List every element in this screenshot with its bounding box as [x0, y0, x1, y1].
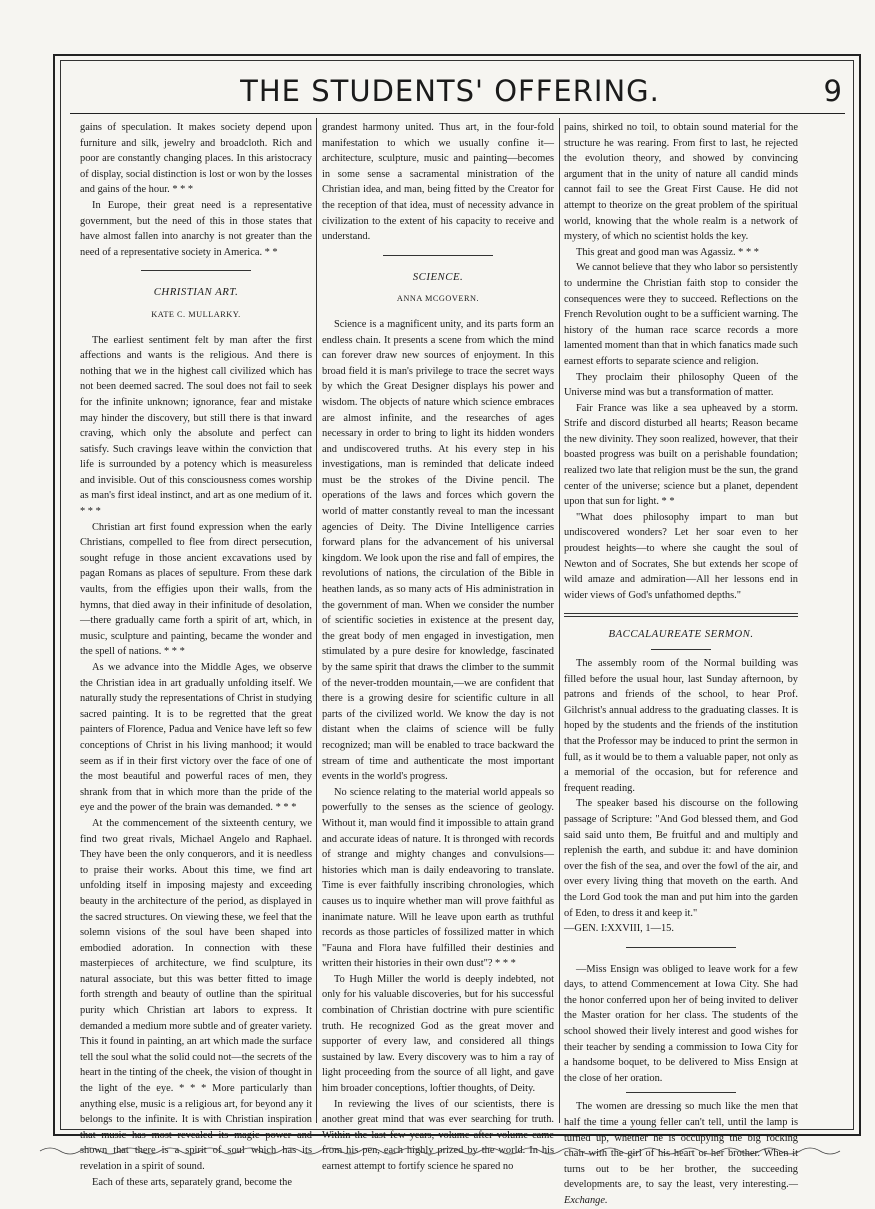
article-title-baccalaureate-sermon: BACCALAUREATE SERMON. — [608, 628, 754, 641]
paragraph: grandest harmony united. Thus art, in the four-fold manifestation to which we usually confine it—architecture, sculpture, music and painting—becomes in some sense a sacramental ministration of the Christian idea, and man, being fitted by the Creator for the reception of that idea, must of necessity advance in civilization to the extent of his capacity to receive and understand. — [322, 122, 554, 243]
page-number: 9 — [823, 74, 842, 108]
article-title-christian-art: CHRISTIAN ART. — [153, 286, 239, 299]
paragraph: We cannot believe that they who labor so persistently to undermine the Christian faith stop to consider the consequences were they to succeed. Reflections on the French Revolution ought to be a sufficient warning. The history of the human race scarce records a more lamented moment than that in which fanatics made such earnest efforts to separate science and religion. — [564, 262, 798, 367]
paragraph: Each of these arts, separately grand, become the — [92, 1176, 292, 1188]
paragraph: As we advance into the Middle Ages, we observe the Christian idea in art gradually unfolding itself. We naturally study the representations of Christ in studying sacred painting. It is to be regretted that the great painters of Florence, Padua and Venice have left so few conceptions of Christ in his living manhood; it would seem as if in their first victory over the face of one of the most beautiful and powerful races of men, they shrank from that in which more than the pride of the eye and the power of the brain was demanded. * * * — [80, 662, 312, 814]
column-rule-1 — [316, 118, 317, 1123]
column-2 — [322, 120, 554, 1172]
article-separator — [626, 947, 736, 948]
paragraph: Science is a magnificent unity, and its parts form an endless chain. It presents a scene from which the mind can forever draw new sources of enjoyment. In this broad field it is man's privilege to trace the secret ways by which the Great Designer displays his power and wisdom. The objects of nature which science embraces are almost infinite, and the researches of ages necessary in order to bring to light its hidden wonders and undiscovered truths. At his every step in his investigations, man is reminded that delicate indeed must be the strokes of the Divine pencil. The operations of the laws and forces which govern the world of matter constantly reveal to man the incessant agencies of Deity. The Divine Intelligence carries forward plans for the advancement of his universal kingdom. We look upon the rise and fall of empires, the revolutions of nations, the circulation of the Bible in heathen lands, as so many acts of His administration in the government of man. When we consider the number of scientific societies in existence at the present day, the great body of men engaged in investigation, men stimulated by a pure desire for knowledge, fascinated by the same spirit that draws the climber to the summit of the never-trodden mountain,—we are confident that there is a growing desire for scientific culture in all parts of the civilized world. We know the day is not distant when the claims of science will be fully recognized; man will be enabled to trace backward the stream of time and authenticate the most important events in the world's progress. — [322, 318, 554, 783]
article-separator — [626, 1092, 736, 1093]
paragraph: —Miss Ensign was obliged to leave work for a few days, to attend Commencement at Iowa City. She had the honor conferred upon her of being invited to deliver the Master oration for her class. The students of the school showed their lively interest and good wishes for their teacher by sending a commission to Iowa City for a handsome boquet, to be delivered to Miss Ensign at the close of her oration. — [564, 963, 798, 1084]
newspaper-title: THE STUDENTS' OFFERING. — [240, 74, 660, 108]
article-separator — [141, 270, 251, 271]
paragraph: In reviewing the lives of our scientists, there is another great mind that was ever searching for truth. Within the last few years, volume after volume came from his pen, each highly prized by the world. In his earnest attempt to fortify science he spared no — [322, 1098, 554, 1172]
column-3 — [564, 120, 798, 1206]
masthead-rule — [70, 113, 845, 114]
article-separator — [383, 255, 493, 256]
paragraph: "What does philosophy impart to man but undiscovered wonders? Let her soar even to her proudest heights—to where she caught the soul of Newton and of Socrates, She but extends her scope of wild amaze and admiration—All her lessons end in wider views of God's unfathomed depths." — [564, 511, 798, 601]
paragraph: Fair France was like a sea upheaved by a storm. Strife and discord disturbed all hearts; Reason became the new divinity. They soon realized, however, that their boasted progress was built on a perishable foundation; realized two late that religion must be the sun, the grand center of the universe; science but a planet, dependent upon that sun for light. * * — [564, 402, 798, 508]
closing-paragraph-text: The women are dressing so much like the men that half the time a young feller can't tell, until the lamp is turned up, whether he is occupying the big rocking chair with the girl of his heart or her brother. When it turns out to be her brother, the succeeding developments are, to say the least, very interesting. — [564, 1101, 798, 1191]
paragraph: In Europe, their great need is a representative government, but the need of this in those states that have almost fallen into anarchy is not greater than the need of a representative society in America. * * — [80, 199, 312, 258]
paragraph: The speaker based his discourse on the following passage of Scripture: "And God blessed them, and God said said unto them, Be fruitful and and multiply and replenish the earth, and subdue it: and have dominion over the fish of the sea, and over the fowl of the air, and over every living thing that moveth on the earth. And the Lord God took the man and put him into the garden of Eden, to dress it and keep it." — [564, 798, 798, 919]
article-author: ANNA MCGOVERN. — [396, 294, 480, 304]
paragraph: They proclaim their philosophy Queen of the Universe mind was but a transformation of matter. — [564, 371, 798, 399]
paragraph: This great and good man was Agassiz. * * * — [576, 246, 759, 258]
paragraph: Christian art first found expression when the early Christians, compelled to flee from direct persecution, sought refuge in those ancient excavations used by pagan Romans as places of sepulture. From these dark vaults, from the effigies upon their walls, from the hymns, that died away in their infinitude of desolation,—there gradually came forth a spirit of art, which, in music, sculpture and painting, became the wonder and the spell of nations. * * * — [80, 521, 312, 658]
paragraph: The earliest sentiment felt by man after the first affections and wants is the religious. And there is nothing that we in the highest call civilized which has not been deemed sacred. The soul does not fail to seek for the infinite unknown; ignorance, fear and mistake may hinder the discovery, but still there is that inward craving, which only the absolute and perfect can satisfy. Such cravings leave within the conviction that life is surrounded by a potency which is measureless and invisible. Out of this consciousness comes worship as man's first ideal instinct, and art as one medium of it. * * * — [80, 334, 312, 518]
paragraph: No science relating to the material world appeals so powerfully to the senses as the science of geology. Without it, man would find it impossible to attain grand and accurate ideas of nature. It is thronged with records of strange and mighty changes and convulsions—histories which man is daily endeavoring to translate. Time is ever faithfully inscribing chronologies, which causes us to inquire whether man will prove faithful as inanimate nature. Will he leave upon earth as truthful records as those particles of fossilized matter in which "Fauna and Flora have fulfilled their destinies and written their histories in their own dust"? * * * — [322, 786, 554, 970]
title-underline — [651, 649, 711, 650]
bottom-decorative-border — [40, 1145, 840, 1157]
paragraph: To Hugh Miller the world is deeply indebted, not only for his valuable discoveries, but for his successful combination of Christian doctrine with pure scientific truth. He recognized God as the great mover and supporter of every law, and considered all things sustained by law. Every discovery was to him a ray of light proceeding from the source of all light, and gave him broader conceptions, loftier thoughts, of Deity. — [322, 973, 554, 1095]
paragraph: At the commencement of the sixteenth century, we find two great rivals, Michael Angelo and Raphael. They have been the only conquerors, and it is needless to praise their works. About this time, we find art unfolding itself in imposing majesty and exceeding beauty in the architecture of the period, as displayed in the sacred structures. On viewing these, we feel that the solemn visions of the soul have been shaped into embodied adoration. In connection with these masterpieces of architecture, we find sculpture, its natural associate, but this was better fitted to image forth strength and beauty of outline than the spiritual purity which Christian art labors to express. It demanded a medium more subtle and of greater variety. This it found in painting, an art which made the surface tell the soul what the solid could not—the secrets of the heart in the tinting of the cheek, the vision of thought in the light of the eye. * * * More particularly than anything else, music is a religious art, for beyond any it belongs to the infinite. It is with Christian inspiration that music has most revealed its magic power and shown that there is a spirit of soul which has its revelation in a spirit of sound. — [80, 817, 313, 1172]
scripture-reference: —GEN. I:XXVIII, 1—15. — [564, 923, 674, 935]
column-1 — [80, 120, 313, 1188]
paragraph: pains, shirked no toil, to obtain sound material for the structure he was rearing. From first to last, he rejected the evolution theory, and showed by convincing argument that in the unity of nature all candid minds cannot fail to see the Great First Cause. He did not attempt to theorize on the great problem of the spiritual world, knowing that the whole realm is a network of mystery, of which no scientist holds the key. — [564, 122, 798, 243]
column-rule-2 — [559, 118, 560, 1123]
paragraph: The assembly room of the Normal building was filled before the usual hour, last Sunday afternoon, by patrons and friends of the school, to hear Prof. Gilchrist's annual address to the graduating classes. It is hoped by the students and the friends of the institution that the Professor may be induced to print the sermon in full, as it would be to them a valuable paper, not only as a memorial of the occasion, but for reference and frequent reading. — [564, 658, 798, 794]
closing-source: —Exchange. — [564, 1179, 798, 1206]
masthead — [70, 74, 842, 108]
article-author: KATE C. MULLARKY. — [151, 309, 241, 319]
paragraph: gains of speculation. It makes society depend upon furniture and silk, jewelry and broadcloth. Rich and poor are constantly changing places. In this aristocracy of display, social distinction is lost or won by the losses and gains of the hour. * * * — [80, 122, 312, 196]
article-title-science: SCIENCE. — [412, 270, 464, 283]
article-double-rule — [564, 613, 798, 617]
